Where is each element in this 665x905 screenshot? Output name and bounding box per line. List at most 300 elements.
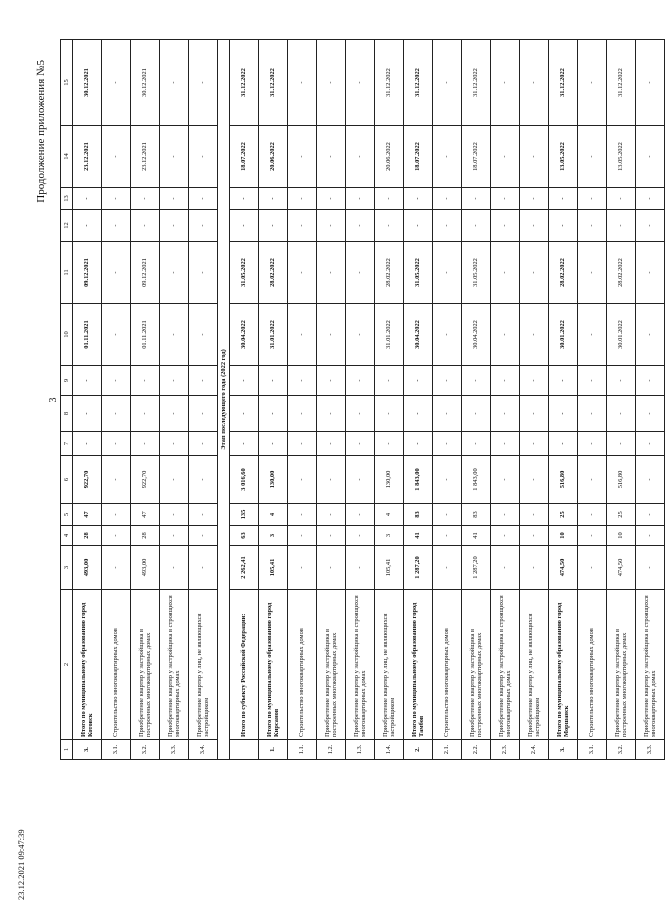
table-cell: 130,00	[259, 456, 288, 504]
table-cell: -	[520, 40, 549, 126]
table-cell: -	[317, 40, 346, 126]
table-cell: -	[189, 526, 218, 546]
table-cell: -	[346, 210, 375, 242]
table-cell: 3.	[549, 740, 578, 760]
table-row	[102, 40, 131, 760]
table-cell: 3.2.	[607, 740, 636, 760]
table-cell: -	[578, 126, 607, 188]
row-name-cell: Строительство многоквартирных домов	[433, 590, 462, 740]
table-row	[160, 40, 189, 760]
row-name-cell: Приобретение квартир у лиц, не являющихся застройщиком	[520, 590, 549, 740]
table-cell: -	[636, 366, 665, 396]
table-cell: 31.12.2022	[375, 40, 404, 126]
table-cell: 63	[230, 526, 259, 546]
table-cell: -	[375, 366, 404, 396]
table-cell: -	[317, 546, 346, 590]
table-cell: 3.3.	[160, 740, 189, 760]
table-cell: 30.04.2022	[404, 304, 433, 366]
column-number: 12	[61, 210, 73, 242]
row-name-cell: Итого по муниципальному образованию город Котовск	[73, 590, 102, 740]
table-cell	[230, 740, 259, 760]
timestamp: 23.12.2021 09:47:39	[16, 829, 26, 900]
table-cell: -	[288, 242, 317, 304]
table-cell: 1 287,20	[404, 546, 433, 590]
table-cell: -	[189, 366, 218, 396]
table-cell: -	[73, 210, 102, 242]
table-cell: -	[462, 432, 491, 456]
table-cell: 28.02.2022	[607, 242, 636, 304]
table-cell: -	[346, 40, 375, 126]
table-cell: 3.2.	[131, 740, 160, 760]
table-cell: 47	[73, 504, 102, 526]
table-cell: -	[636, 304, 665, 366]
table-cell: -	[491, 210, 520, 242]
table-cell: 23.12.2021	[131, 126, 160, 188]
row-name-cell: Приобретение квартир у застройщика в строящихся многоквартирных домах	[491, 590, 520, 740]
table-cell: -	[346, 504, 375, 526]
table-cell: -	[520, 188, 549, 210]
table-cell: 83	[462, 504, 491, 526]
table-cell: -	[73, 396, 102, 432]
table-cell: -	[549, 210, 578, 242]
table-cell: 1.3.	[346, 740, 375, 760]
table-cell: -	[346, 242, 375, 304]
table-cell: 30.12.2021	[131, 40, 160, 126]
table-cell: -	[160, 504, 189, 526]
table-cell: 83	[404, 504, 433, 526]
table-cell: 41	[462, 526, 491, 546]
table-cell: -	[317, 396, 346, 432]
table-cell: -	[491, 40, 520, 126]
table-cell: -	[491, 504, 520, 526]
table-cell: -	[189, 242, 218, 304]
table-cell: 3.1.	[102, 740, 131, 760]
table-cell: -	[160, 432, 189, 456]
table-cell: -	[102, 304, 131, 366]
table-cell: -	[317, 526, 346, 546]
column-number: 15	[61, 40, 73, 126]
table-cell: -	[607, 396, 636, 432]
table-cell: -	[578, 526, 607, 546]
table-cell: 01.11.2021	[73, 304, 102, 366]
row-name-cell: Строительство многоквартирных домов	[288, 590, 317, 740]
table-cell: -	[189, 210, 218, 242]
table-cell: 09.12.2021	[131, 242, 160, 304]
table-cell: -	[288, 126, 317, 188]
table-cell: -	[230, 366, 259, 396]
table-cell: 1.2.	[317, 740, 346, 760]
table-cell: -	[636, 210, 665, 242]
table-cell: -	[160, 526, 189, 546]
table-cell: -	[160, 242, 189, 304]
table-cell: -	[520, 304, 549, 366]
table-cell: -	[491, 304, 520, 366]
table-cell: -	[346, 126, 375, 188]
table-cell: 516,80	[549, 456, 578, 504]
row-name-cell: Строительство многоквартирных домов	[102, 590, 131, 740]
table-cell: -	[433, 432, 462, 456]
table-cell: -	[346, 188, 375, 210]
table-cell: -	[404, 432, 433, 456]
table-cell: 922,70	[73, 456, 102, 504]
table-row	[375, 40, 404, 760]
table-cell: -	[189, 546, 218, 590]
row-name-cell: Итого по муниципальному образованию город Тамбов	[404, 590, 433, 740]
column-number: 10	[61, 304, 73, 366]
table-cell: -	[520, 526, 549, 546]
table-cell: -	[636, 126, 665, 188]
rotated-sheet	[34, 40, 657, 760]
table-row	[636, 40, 665, 760]
table-cell: 516,80	[607, 456, 636, 504]
table-cell: -	[131, 210, 160, 242]
table-cell: -	[160, 304, 189, 366]
table-cell: -	[288, 396, 317, 432]
table-row	[230, 40, 259, 760]
table-cell: -	[636, 456, 665, 504]
table-cell: -	[160, 456, 189, 504]
column-number: 13	[61, 188, 73, 210]
table-cell: 31.12.2022	[259, 40, 288, 126]
table-cell: -	[491, 526, 520, 546]
table-cell: -	[288, 40, 317, 126]
table-cell: -	[433, 304, 462, 366]
table-cell: -	[404, 188, 433, 210]
table-cell: 23.12.2021	[73, 126, 102, 188]
table-cell: 31.12.2022	[404, 40, 433, 126]
row-name-cell: Приобретение квартир у застройщика в построенных многоквартирных домах	[607, 590, 636, 740]
table-cell: 922,70	[131, 456, 160, 504]
table-cell: -	[288, 546, 317, 590]
table-row	[189, 40, 218, 760]
column-number: 6	[61, 456, 73, 504]
table-cell: -	[549, 366, 578, 396]
table-cell: -	[433, 504, 462, 526]
table-cell: -	[520, 504, 549, 526]
table-cell: 3 016,60	[230, 456, 259, 504]
table-cell: -	[288, 504, 317, 526]
row-name-cell: Приобретение квартир у застройщика в строящихся многоквартирных домах	[636, 590, 665, 740]
table-cell: -	[491, 188, 520, 210]
table-cell: -	[520, 432, 549, 456]
table-cell: -	[102, 504, 131, 526]
table-cell: -	[578, 456, 607, 504]
page-number: 3	[48, 397, 59, 403]
column-number: 11	[61, 242, 73, 304]
table-cell: 13.05.2022	[607, 126, 636, 188]
table-cell: -	[160, 210, 189, 242]
table-cell: -	[160, 188, 189, 210]
table-cell: -	[102, 188, 131, 210]
table-cell: 474,50	[549, 546, 578, 590]
table-cell: -	[375, 210, 404, 242]
table-cell: 4	[259, 504, 288, 526]
table-cell: -	[607, 210, 636, 242]
table-cell: -	[520, 242, 549, 304]
row-name-cell: Приобретение квартир у застройщика в строящихся многоквартирных домах	[160, 590, 189, 740]
table-cell: 3.1.	[578, 740, 607, 760]
table-cell: -	[491, 126, 520, 188]
table-row	[491, 40, 520, 760]
table-cell: 1 843,00	[404, 456, 433, 504]
table-cell: -	[462, 366, 491, 396]
table-cell: -	[317, 242, 346, 304]
table-cell: -	[607, 432, 636, 456]
table-cell: -	[549, 188, 578, 210]
section-row	[218, 40, 230, 760]
table-cell: 3.3.	[636, 740, 665, 760]
table-cell: -	[102, 242, 131, 304]
table-cell: 105,41	[259, 546, 288, 590]
column-number: 3	[61, 546, 73, 590]
table-cell: -	[288, 366, 317, 396]
table-row	[131, 40, 160, 760]
table-row	[73, 40, 102, 760]
column-number: 4	[61, 526, 73, 546]
table-cell: -	[131, 366, 160, 396]
table-cell: -	[520, 456, 549, 504]
table-cell: -	[578, 432, 607, 456]
table-row	[520, 40, 549, 760]
table-cell: -	[288, 210, 317, 242]
table-cell: -	[404, 396, 433, 432]
table-cell: -	[160, 366, 189, 396]
table-row	[578, 40, 607, 760]
table-cell: -	[578, 546, 607, 590]
table-row	[404, 40, 433, 760]
table-cell: 30.12.2021	[73, 40, 102, 126]
table-cell: -	[317, 210, 346, 242]
table-cell: -	[491, 396, 520, 432]
table-cell: 30.01.2022	[549, 304, 578, 366]
row-name-cell: Приобретение квартир у застройщика в строящихся многоквартирных домах	[346, 590, 375, 740]
table-cell: -	[491, 242, 520, 304]
row-name-cell: Приобретение квартир у застройщика в построенных многоквартирных домах	[131, 590, 160, 740]
table-cell: -	[636, 188, 665, 210]
table-cell: -	[73, 188, 102, 210]
table-cell: 09.12.2021	[73, 242, 102, 304]
program-table	[60, 39, 665, 760]
table-cell: 30.01.2022	[607, 304, 636, 366]
table-cell: 13.05.2022	[549, 126, 578, 188]
table-cell: -	[346, 546, 375, 590]
table-cell: -	[288, 526, 317, 546]
table-cell: -	[636, 432, 665, 456]
table-cell: -	[102, 432, 131, 456]
table-cell: 105,41	[375, 546, 404, 590]
column-number: 2	[61, 590, 73, 740]
table-cell: -	[288, 456, 317, 504]
table-cell: -	[317, 504, 346, 526]
table-cell: -	[433, 210, 462, 242]
table-cell: 28	[131, 526, 160, 546]
table-cell: -	[230, 396, 259, 432]
table-cell: -	[346, 396, 375, 432]
column-number: 1	[61, 740, 73, 760]
table-cell: -	[578, 210, 607, 242]
table-row	[288, 40, 317, 760]
table-cell: -	[520, 210, 549, 242]
table-cell: 28.02.2022	[375, 242, 404, 304]
table-cell: -	[160, 546, 189, 590]
table-cell: 3.	[73, 740, 102, 760]
table-cell: -	[317, 304, 346, 366]
table-cell: -	[520, 396, 549, 432]
table-cell: -	[288, 304, 317, 366]
table-cell: 493,00	[73, 546, 102, 590]
table-cell: 31.12.2022	[549, 40, 578, 126]
table-cell: -	[346, 366, 375, 396]
table-cell: -	[607, 188, 636, 210]
table-cell: -	[433, 526, 462, 546]
table-cell: -	[230, 432, 259, 456]
table-cell: -	[131, 188, 160, 210]
table-cell: -	[636, 396, 665, 432]
table-cell: -	[375, 432, 404, 456]
table-cell: 28	[73, 526, 102, 546]
table-cell: 2.2.	[462, 740, 491, 760]
table-cell: -	[102, 456, 131, 504]
table-cell: -	[189, 188, 218, 210]
table-cell: -	[160, 396, 189, 432]
table-cell: -	[317, 366, 346, 396]
table-cell: -	[462, 396, 491, 432]
table-cell: -	[636, 504, 665, 526]
table-cell: -	[317, 126, 346, 188]
table-cell: -	[491, 546, 520, 590]
table-cell: 20.06.2022	[259, 126, 288, 188]
table-cell: -	[189, 504, 218, 526]
row-name-cell: Итого по муниципальному образованию город Кирсанов	[259, 590, 288, 740]
table-cell: 130,00	[375, 456, 404, 504]
row-name-cell: Итого по муниципальному образованию город Моршанск	[549, 590, 578, 740]
header-row	[61, 40, 73, 760]
column-number: 9	[61, 366, 73, 396]
table-cell: -	[346, 456, 375, 504]
table-cell: 18.07.2022	[462, 126, 491, 188]
table-cell: 25	[549, 504, 578, 526]
table-row	[549, 40, 578, 760]
table-cell: 31.12.2022	[462, 40, 491, 126]
table-cell: -	[578, 242, 607, 304]
table-cell: 31.05.2022	[462, 242, 491, 304]
table-cell: -	[491, 456, 520, 504]
row-name-cell: Строительство многоквартирных домов	[578, 590, 607, 740]
table-cell: -	[578, 40, 607, 126]
table-cell: 31.12.2022	[230, 40, 259, 126]
table-cell: -	[102, 526, 131, 546]
table-cell: -	[433, 366, 462, 396]
table-row	[433, 40, 462, 760]
table-cell: -	[102, 546, 131, 590]
table-cell: -	[189, 126, 218, 188]
table-cell: 3.4.	[189, 740, 218, 760]
table-cell: -	[578, 188, 607, 210]
row-name-cell: Приобретение квартир у застройщика в построенных многоквартирных домах	[317, 590, 346, 740]
table-cell: -	[433, 546, 462, 590]
table-cell: -	[462, 210, 491, 242]
table-cell: -	[549, 432, 578, 456]
table-cell: -	[160, 126, 189, 188]
table-row	[607, 40, 636, 760]
table-cell: -	[433, 126, 462, 188]
continuation-label: Продолжение приложения №5	[35, 60, 47, 203]
table-cell: 18.07.2022	[230, 126, 259, 188]
table-cell: -	[578, 366, 607, 396]
table-cell: -	[102, 210, 131, 242]
table-cell: -	[102, 126, 131, 188]
table-cell: -	[346, 432, 375, 456]
table-cell: -	[433, 242, 462, 304]
table-cell: -	[433, 40, 462, 126]
table-cell: -	[636, 40, 665, 126]
table-cell: 18.07.2022	[404, 126, 433, 188]
table-cell: -	[259, 396, 288, 432]
table-cell: -	[288, 432, 317, 456]
table-cell: 1.4.	[375, 740, 404, 760]
table-cell: -	[131, 432, 160, 456]
table-cell: -	[491, 366, 520, 396]
table-cell: 2.	[404, 740, 433, 760]
table-row	[259, 40, 288, 760]
table-cell: 31.05.2022	[404, 242, 433, 304]
table-cell: 2.1.	[433, 740, 462, 760]
table-cell: 30.04.2022	[462, 304, 491, 366]
table-cell: -	[230, 188, 259, 210]
table-body	[61, 40, 665, 760]
table-cell: -	[404, 210, 433, 242]
table-cell: -	[433, 188, 462, 210]
section-title: Этап последующего года (2022 год)	[218, 40, 230, 760]
table-cell: 10	[607, 526, 636, 546]
table-cell: -	[102, 366, 131, 396]
column-number: 5	[61, 504, 73, 526]
table-cell: -	[189, 456, 218, 504]
table-row	[462, 40, 491, 760]
table-cell: 31.01.2022	[259, 304, 288, 366]
table-cell: -	[375, 188, 404, 210]
table-cell: -	[520, 546, 549, 590]
table-cell: -	[259, 366, 288, 396]
table-cell: -	[433, 396, 462, 432]
table-cell: -	[160, 40, 189, 126]
table-cell: -	[102, 40, 131, 126]
table-cell: -	[189, 40, 218, 126]
table-cell: 41	[404, 526, 433, 546]
table-cell: -	[102, 396, 131, 432]
table-cell: -	[520, 366, 549, 396]
row-name-cell: Итого по субъекту Российской Федерации:	[230, 590, 259, 740]
table-cell: -	[636, 546, 665, 590]
table-cell: -	[131, 396, 160, 432]
table-cell: -	[520, 126, 549, 188]
column-number: 7	[61, 432, 73, 456]
table-cell: -	[189, 304, 218, 366]
table-cell: -	[73, 366, 102, 396]
table-cell: 3	[375, 526, 404, 546]
table-cell: -	[189, 432, 218, 456]
table-cell: -	[549, 396, 578, 432]
table-cell: 47	[131, 504, 160, 526]
row-name-cell: Приобретение квартир у застройщика в построенных многоквартирных домах	[462, 590, 491, 740]
table-cell: 31.12.2022	[607, 40, 636, 126]
table-cell: 10	[549, 526, 578, 546]
table-cell: -	[433, 456, 462, 504]
table-cell: -	[636, 242, 665, 304]
table-cell: 474,50	[607, 546, 636, 590]
table-cell: -	[578, 304, 607, 366]
table-cell: 1 843,00	[462, 456, 491, 504]
